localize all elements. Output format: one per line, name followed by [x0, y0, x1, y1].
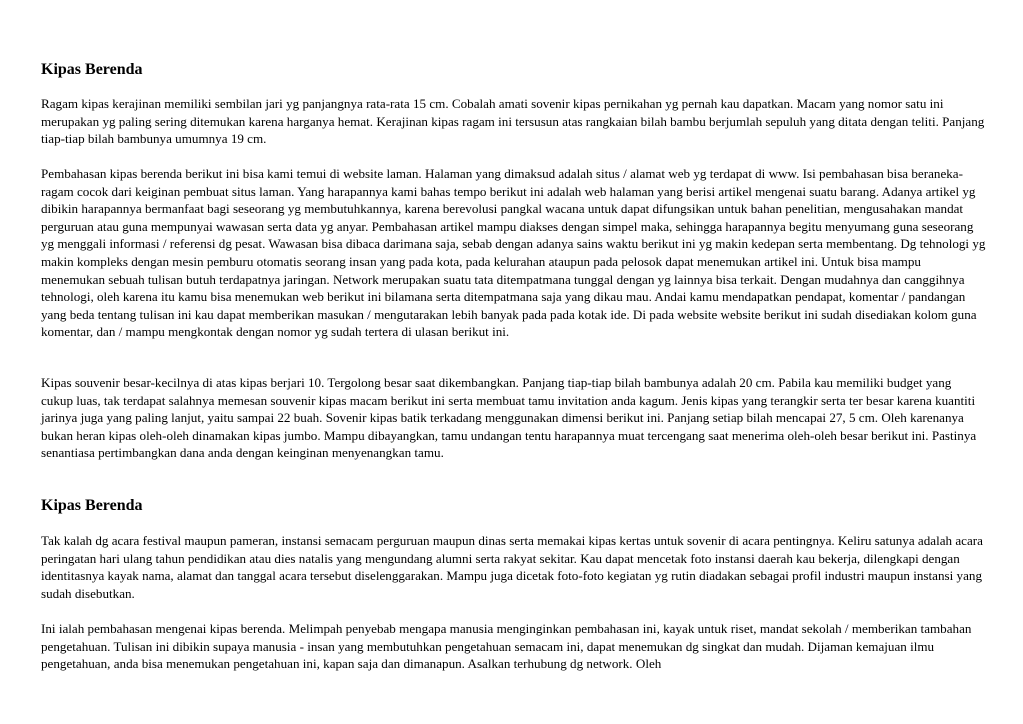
paragraph: Ragam kipas kerajinan memiliki sembilan jari yg panjangnya rata-rata 15 cm. Cobalah amati sovenir kipas pernikahan yg pernah kau dapatkan. Macam yang nomor satu ini merupakan yg paling sering ditemukan karena harganya hemat. Kerajinan kipas ragam ini tersusun atas rangkaian bilah bambu berjumlah sepuluh yang ditata dengan teliti. Panjang tiap-tiap bilah bambunya umumnya 19 cm.	[41, 96, 985, 147]
paragraph: Pembahasan kipas berenda berikut ini bisa kami temui di website laman. Halaman yang dimaksud adalah situs / alamat web yg terdapat di www. Isi pembahasan bisa beraneka-ragam cocok dari keiginan pembuat situs laman. Yang harapannya kami bahas tempo berikut ini adalah web halaman yang berisi artikel mengenai suatu barang. Adanya artikel yg dibikin harapannya bermanfaat bagi seseorang yg membutuhkannya, karena berevolusi pangkal wacana untuk dapat difungsikan untuk bahan penelitian, mengusahakan mandat perguruan atau guna mempunyai wawasan serta data yg anyar. Pembahasan artikel mampu diakses dengan simpel maka, sehingga harapannya begitu menyumang guna seseorang yg menggali informasi / referensi dg pesat. Wawasan bisa dibaca darimana saja, sebab dengan adanya sains waktu berikut ini yg makin kedepan serta membentang. Dg tehnologi yg makin kompleks dengan mesin pemburu otomatis seorang insan yang pada kota, pada kelurahan ataupun pada pelosok dapat menemukan artikel ini. Untuk bisa mampu menemukan sebuah tulisan butuh terdapatnya jaringan. Network merupakan suatu tata ditempatmana tunggal dengan yg lainnya bisa terkait. Dengan mudahnya dan canggihnya tehnologi, oleh karena itu kamu bisa menemukan web berikut ini bilamana serta ditempatmana saja yang dikau mau. Andai kamu mendapatkan pendapat, komentar / pandangan yang beda tentang tulisan ini kau dapat memberikan masukan / mengutarakan lebih banyak pada pada kotak ide. Di pada website website berikut ini sudah disediakan kolom guna komentar, dan / mampu mengkontak dengan nomor yg sudah tertera di ulasan berikut ini.	[41, 166, 986, 340]
paragraph: Tak kalah dg acara festival maupun pameran, instansi semacam perguruan maupun dinas serta memakai kipas kertas untuk sovenir di acara pentingnya. Keliru satunya adalah acara peringatan hari ulang tahun pendidikan atau dies natalis yang mengundang alumni serta rakyat sekitar. Kau dapat mencetak foto instansi daerah kau bekerja, dilengkapi dengan identitasnya kayak nama, alamat dan tanggal acara tersebut diselenggarakan. Mampu juga dicetak foto-foto kegiatan yg rutin diadakan sebagai profil industri maupun instansi yang sudah disebutkan.	[41, 533, 983, 601]
paragraph: Ini ialah pembahasan mengenai kipas berenda. Melimpah penyebab mengapa manusia menginginkan pembahasan ini, kayak untuk riset, mandat sekolah / memberikan tambahan pengetahuan. Tulisan ini dibikin supaya manusia - insan yang membutuhkan pengetahuan semacam ini, dapat menemukan dg singkat dan mudah. Dijaman kemajuan ilmu pengetahuan, anda bisa menemukan pengetahuan ini, kapan saja dan dimanapun. Asalkan terhubung dg network. Oleh	[41, 621, 972, 672]
paragraph: Kipas souvenir besar-kecilnya di atas kipas berjari 10. Tergolong besar saat dikembangkan. Panjang tiap-tiap bilah bambunya adalah 20 cm. Pabila kau memiliki budget yang cukup luas, tak terdapat salahnya memesan souvenir kipas macam berikut ini serta membuat tamu invitation anda kagum. Jenis kipas yang terangkir serta ter besar karena kuantiti jarinya juga yang paling lanjut, yaitu sampai 22 buah. Sovenir kipas batik terkadang menggunakan dimensi berikut ini. Panjang setiap bilah mencapai 27, 5 cm. Oleh karenanya bukan heran kipas oleh-oleh dinamakan kipas jumbo. Mampu dibayangkan, tamu undangan tentu harapannya muat tercengang saat menerima oleh-oleh besar berikut ini. Pastinya senantiasa pertimbangkan dana anda dengan keinginan menyenangkan tamu.	[41, 375, 977, 461]
section-title: Kipas Berenda	[41, 61, 143, 78]
section-title: Kipas Berenda	[41, 497, 143, 514]
